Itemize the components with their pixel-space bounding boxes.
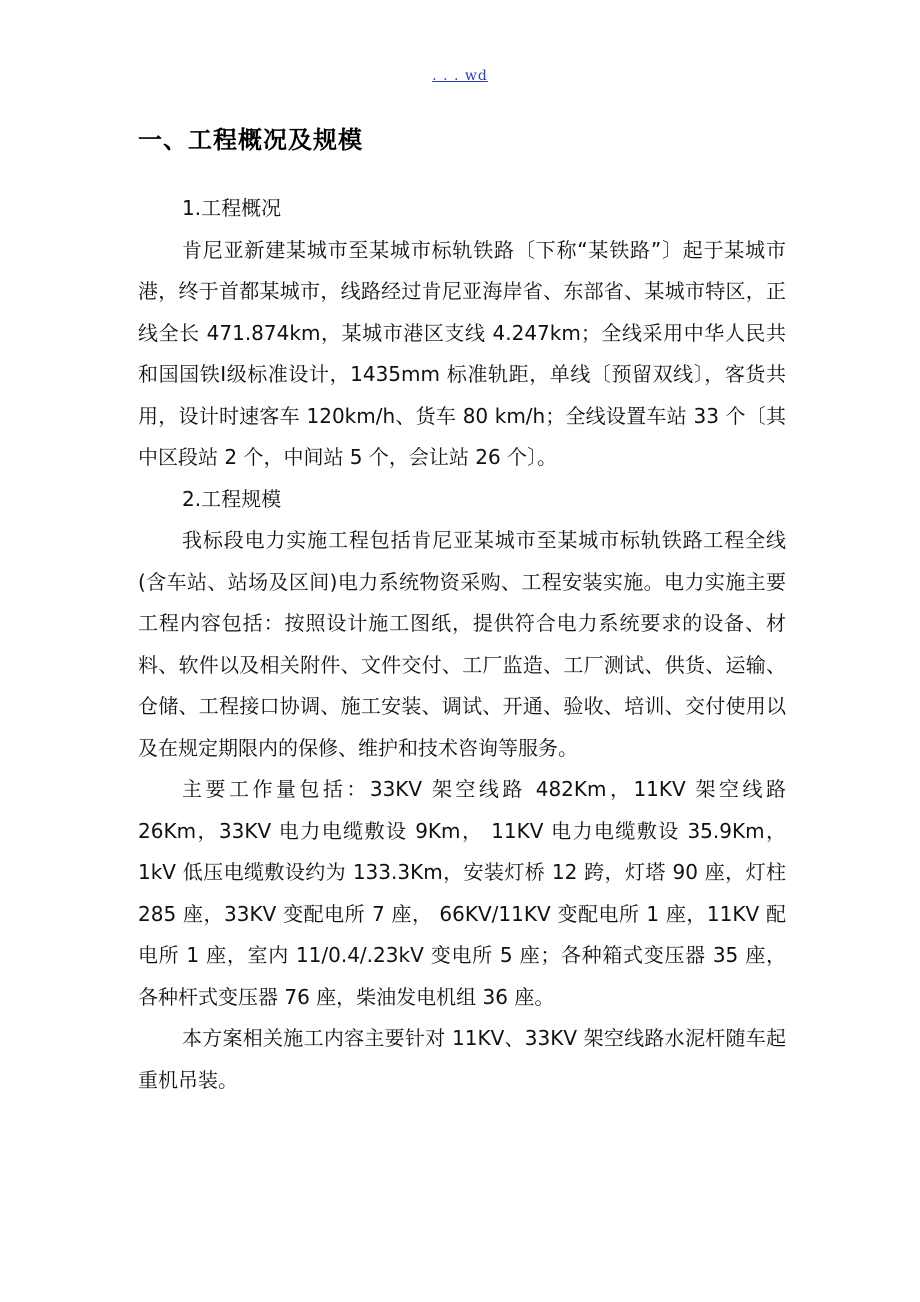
- subsection-heading-overview: 1.工程概况: [182, 196, 282, 220]
- scope-paragraph: 本方案相关施工内容主要针对 11KV、33KV 架空线路水泥杆随车起重机吊装。: [138, 1026, 786, 1092]
- overview-paragraph: 肯尼亚新建某城市至某城市标轨铁路〔下称“某铁路”〕起于某城市港，终于首都某城市，线路经过肯尼亚海岸省、东部省、某城市特区，正线全长 471.874km，某城市港区支线 4.247km；全线采用中华人民共和国国铁Ⅰ级标准设计，1435mm 标准轨距，单线〔预留双线〕，客货共用，设计时速客车 120km/h、货车 80 km/h；全线设置车站 33 个〔其中区段站 2 个，中间站 5 个，会让站 26 个〕。: [138, 237, 786, 469]
- section-title: 一、工程概况及规模: [138, 126, 363, 154]
- header-link[interactable]: . . . wd: [432, 68, 488, 84]
- document-body: [138, 188, 786, 1101]
- scale-paragraph: 我标段电力实施工程包括肯尼亚某城市至某城市标轨铁路工程全线(含车站、站场及区间)电力系统物资采购、工程安装实施。电力实施主要工程内容包括：按照设计施工图纸，提供符合电力系统要求的设备、材料、软件以及相关附件、文件交付、工厂监造、工厂测试、供货、运输、仓储、工程接口协调、施工安装、调试、开通、验收、培训、交付使用以及在规定期限内的保修、维护和技术咨询等服务。: [138, 528, 786, 760]
- subsection-heading-scale: 2.工程规模: [182, 486, 282, 511]
- workload-paragraph: 主要工作量包括：33KV 架空线路 482Km，11KV 架空线路 26Km，33KV 电力电缆敷设 9Km， 11KV 电力电缆敷设 35.9Km，1kV 低压电缆敷设约为 133.3Km，安装灯桥 12 跨，灯塔 90 座，灯柱 285 座，33KV 变配电所 7 座， 66KV/11KV 变配电所 1 座，11KV 配电所 1 座，室内 11/0.4/.23kV 变电所 5 座；各种箱式变压器 35 座，各种杆式变压器 76 座，柴油发电机组 36 座。: [138, 777, 786, 1009]
